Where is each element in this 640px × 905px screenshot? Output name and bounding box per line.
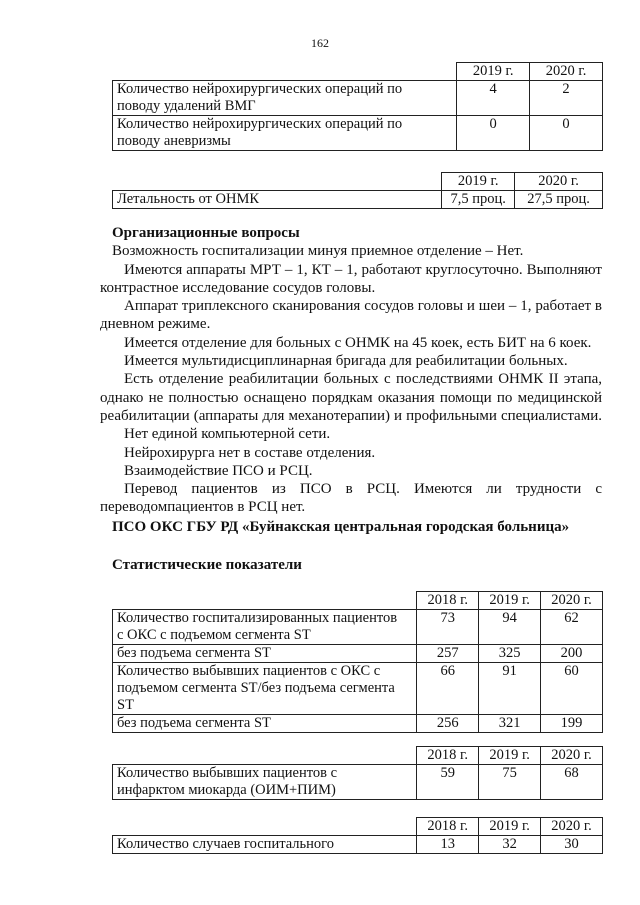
column-header: 2020 г. bbox=[541, 592, 603, 610]
paragraph: Нет единой компьютерной сети. bbox=[124, 426, 331, 443]
cell-value: 30 bbox=[541, 836, 603, 854]
table-row bbox=[113, 191, 603, 209]
paragraph: Возможность госпитализации минуя приемное отделение – Нет. bbox=[112, 243, 524, 260]
row-label: без подъема сегмента ST bbox=[113, 715, 417, 733]
column-header: 2020 г. bbox=[541, 747, 603, 765]
column-header: 2019 г. bbox=[457, 63, 530, 81]
cell-value: 66 bbox=[417, 663, 479, 715]
table-row bbox=[113, 610, 603, 645]
paragraph: Имеется мультидисциплинарная бригада для реабилитации больных. bbox=[124, 353, 568, 370]
cell-value: 59 bbox=[417, 765, 479, 800]
cell-value: 0 bbox=[457, 116, 530, 151]
paragraph: Взаимодействие ПСО и РСЦ. bbox=[124, 462, 313, 479]
row-label: без подъема сегмента ST bbox=[113, 645, 417, 663]
table-row bbox=[113, 715, 603, 733]
row-label: Количество нейрохирургических операций по поводу удалений ВМГ bbox=[113, 81, 457, 116]
cell-value: 32 bbox=[479, 836, 541, 854]
paragraph: Нейрохирурга нет в составе отделения. bbox=[124, 444, 376, 461]
column-header: 2019 г. bbox=[479, 592, 541, 610]
stats-heading: Статистические показатели bbox=[112, 557, 302, 573]
paragraph: дневном режиме. bbox=[100, 316, 211, 333]
row-label: Летальность от ОНМК bbox=[113, 191, 442, 209]
table-row bbox=[113, 81, 603, 116]
cell-value: 256 bbox=[417, 715, 479, 733]
cell-value: 4 bbox=[457, 81, 530, 116]
table-row bbox=[113, 116, 603, 151]
cell-value: 7,5 проц. bbox=[442, 191, 515, 209]
table-row bbox=[113, 645, 603, 663]
cell-value: 91 bbox=[479, 663, 541, 715]
table-neurosurgery-operations bbox=[112, 62, 603, 151]
cell-value: 321 bbox=[479, 715, 541, 733]
cell-value: 199 bbox=[541, 715, 603, 733]
cell-value: 68 bbox=[541, 765, 603, 800]
paragraph: переводомпациентов в РСЦ нет. bbox=[100, 499, 306, 516]
table-myocardial-infarction bbox=[112, 746, 603, 800]
table-row bbox=[113, 765, 603, 800]
column-header: 2018 г. bbox=[417, 592, 479, 610]
table-row bbox=[113, 836, 603, 854]
paragraph: контрастное исследование сосудов головы. bbox=[100, 279, 376, 296]
row-label: Количество случаев госпитального bbox=[113, 836, 417, 854]
paragraph: реабилитации (аппараты для механотерапии) и профильными специалистами. bbox=[100, 407, 602, 424]
org-section bbox=[100, 224, 602, 517]
table-mortality bbox=[112, 172, 603, 209]
table-acs-hospitalization bbox=[112, 591, 603, 733]
cell-value: 200 bbox=[541, 645, 603, 663]
cell-value: 73 bbox=[417, 610, 479, 645]
table-row bbox=[113, 663, 603, 715]
section-title: ПСО ОКС ГБУ РД «Буйнакская центральная городская больница» bbox=[112, 519, 570, 535]
page-number: 162 bbox=[311, 36, 329, 50]
cell-value: 27,5 проц. bbox=[515, 191, 603, 209]
paragraph: Перевод пациентов из ПСО в РСЦ. Имеются ли трудности с bbox=[124, 481, 602, 498]
cell-value: 94 bbox=[479, 610, 541, 645]
cell-value: 60 bbox=[541, 663, 603, 715]
column-header: 2019 г. bbox=[442, 173, 515, 191]
cell-value: 2 bbox=[530, 81, 603, 116]
cell-value: 62 bbox=[541, 610, 603, 645]
column-header: 2018 г. bbox=[417, 818, 479, 836]
paragraph: Имеются аппараты МРТ – 1, КТ – 1, работают круглосуточно. Выполняют bbox=[124, 261, 602, 278]
paragraph: Аппарат триплексного сканирования сосудов головы и шеи – 1, работает в bbox=[124, 298, 602, 315]
column-header: 2019 г. bbox=[479, 747, 541, 765]
column-header: 2018 г. bbox=[417, 747, 479, 765]
cell-value: 325 bbox=[479, 645, 541, 663]
cell-value: 13 bbox=[417, 836, 479, 854]
cell-value: 0 bbox=[530, 116, 603, 151]
cell-value: 257 bbox=[417, 645, 479, 663]
row-label: Количество нейрохирургических операций по поводу аневризмы bbox=[113, 116, 457, 151]
cell-value: 75 bbox=[479, 765, 541, 800]
column-header: 2019 г. bbox=[479, 818, 541, 836]
table-hospital-cases bbox=[112, 817, 603, 854]
column-header: 2020 г. bbox=[515, 173, 603, 191]
row-label: Количество выбывших пациентов с ОКС с подъемом сегмента ST/без подъема сегмента ST bbox=[113, 663, 417, 715]
column-header: 2020 г. bbox=[541, 818, 603, 836]
org-heading: Организационные вопросы bbox=[112, 225, 300, 241]
row-label: Количество госпитализированных пациентов с ОКС с подъемом сегмента ST bbox=[113, 610, 417, 645]
paragraph: однако не полностью оснащено порядкам оказания помощи по медицинской bbox=[100, 389, 602, 406]
paragraph: Есть отделение реабилитации больных с последствиями ОНМК II этапа, bbox=[124, 371, 602, 388]
row-label: Количество выбывших пациентов с инфарктом миокарда (ОИМ+ПИМ) bbox=[113, 765, 417, 800]
paragraph: Имеется отделение для больных с ОНМК на 45 коек, есть БИТ на 6 коек. bbox=[124, 334, 592, 351]
column-header: 2020 г. bbox=[530, 63, 603, 81]
